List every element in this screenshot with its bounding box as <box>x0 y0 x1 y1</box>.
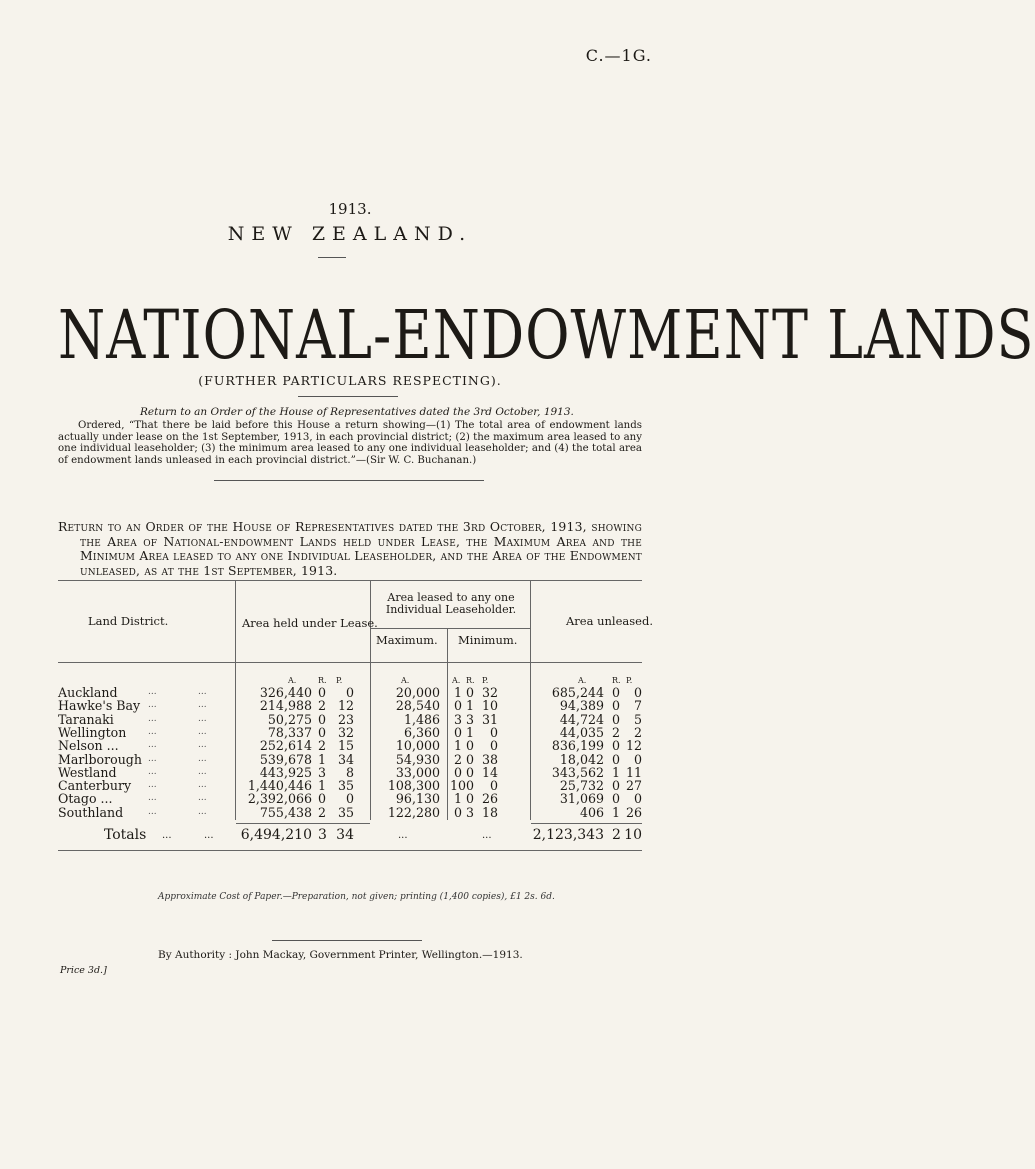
cell-held-r: 3 <box>318 764 327 780</box>
leader-dots: ... <box>148 780 157 791</box>
cell-district: Taranaki <box>58 711 114 727</box>
footer-divider <box>272 940 422 941</box>
cell-min-a: 10 <box>450 778 467 794</box>
cell-district: Nelson ... <box>58 738 119 754</box>
table-top-rule <box>58 580 642 581</box>
unit-min-p: P. <box>482 676 489 685</box>
totals-leader: ... <box>162 830 172 841</box>
subheader-rule <box>370 628 530 629</box>
totals-label: Totals <box>104 827 147 843</box>
cell-held: 50,275 <box>267 711 312 727</box>
short-divider <box>318 257 346 258</box>
cell-min-p: 38 <box>481 751 498 767</box>
totals-un-p: 10 <box>624 827 642 843</box>
cell-held-p: 35 <box>337 804 354 820</box>
cell-held-p: 23 <box>337 711 354 727</box>
totals-held-p: 34 <box>336 827 354 843</box>
totals-leader-2: ... <box>204 830 214 841</box>
divider-1 <box>298 396 398 397</box>
cell-district: Hawke's Bay <box>58 698 141 714</box>
leader-dots: ... <box>148 753 157 764</box>
header-individual: Area leased to any one Individual Leaseholder. <box>385 591 517 616</box>
cell-min-r: 0 <box>466 685 475 700</box>
unit-held-a: A. <box>288 676 297 685</box>
cell-min-r: 3 <box>466 711 475 727</box>
unit-un-p: P. <box>626 676 633 685</box>
cell-un-r: 1 <box>612 764 621 780</box>
cell-held-r: 1 <box>318 778 327 794</box>
cell-district: Westland <box>58 764 117 780</box>
country-heading: NEW ZEALAND. <box>227 223 473 245</box>
cell-max: 33,000 <box>395 764 440 780</box>
cell-min-r: 1 <box>466 724 475 740</box>
cell-un-r: 1 <box>612 804 621 820</box>
cell-district: Otago ... <box>58 791 113 807</box>
cell-min-a: 0 <box>453 698 462 714</box>
totals-min: ... <box>482 830 492 841</box>
cell-min-a: 1 <box>453 738 462 754</box>
cell-un-p: 2 <box>633 724 642 740</box>
cell-un-p: 26 <box>625 804 642 820</box>
cell-held-p: 32 <box>337 724 354 740</box>
cell-held: 443,925 <box>259 764 312 780</box>
cell-held-p: 8 <box>345 764 354 780</box>
table-header-rule <box>58 662 642 663</box>
return-heading: Return to an Order of the House of Representatives dated the 3rd October, 1913, showing the Area of National-endowment Lands held under Lease, the Maximum Area and the Minimum Area leased to any one Individual Leaseholder, and the Area of the Endowment unleased, as at the 1st September, 1913. <box>58 519 642 578</box>
totals-unleased: 2,123,343 <box>532 827 604 843</box>
cell-min-r: 3 <box>466 804 475 820</box>
cell-max: 6,360 <box>403 724 440 740</box>
leader-dots: ... <box>198 740 207 751</box>
leader-dots: ... <box>148 700 157 711</box>
document-title: NATIONAL-ENDOWMENT LANDS <box>58 295 1035 375</box>
leader-dots: ... <box>198 766 207 777</box>
cell-max: 108,300 <box>387 778 440 794</box>
cell-un: 94,389 <box>559 698 604 714</box>
cell-min-p: 0 <box>489 724 498 740</box>
leader-dots: ... <box>198 780 207 791</box>
cell-held-r: 1 <box>318 751 327 767</box>
cell-min-p: 14 <box>481 764 498 780</box>
leader-dots: ... <box>198 726 207 737</box>
cell-district: Marlborough <box>58 751 142 767</box>
cell-district: Southland <box>58 804 124 820</box>
cell-un-r: 0 <box>612 778 621 794</box>
cell-min-r: 1 <box>466 698 475 714</box>
leader-dots: ... <box>148 740 157 751</box>
cell-un-r: 0 <box>612 751 621 767</box>
cell-held: 326,440 <box>259 685 312 700</box>
unit-held-r: R. <box>318 676 327 685</box>
cell-un-r: 0 <box>612 738 621 754</box>
cell-min-a: 1 <box>453 685 462 700</box>
cell-min-p: 0 <box>489 778 498 794</box>
leader-dots: ... <box>198 700 207 711</box>
cell-held-p: 34 <box>337 751 354 767</box>
header-maximum: Maximum. <box>376 633 438 647</box>
cell-min-a: 0 <box>453 804 462 820</box>
cell-min-r: 0 <box>466 778 475 794</box>
cell-held: 2,392,066 <box>247 791 312 807</box>
cell-held: 78,337 <box>267 724 312 740</box>
cell-un-p: 27 <box>625 778 642 794</box>
leader-dots: ... <box>198 713 207 724</box>
cell-un-r: 0 <box>612 791 621 807</box>
cell-un-p: 11 <box>625 764 642 780</box>
cell-held-p: 0 <box>345 685 354 700</box>
cell-max: 28,540 <box>395 698 440 714</box>
col-divider-3 <box>447 628 448 820</box>
cell-min-p: 18 <box>481 804 498 820</box>
cell-un-p: 0 <box>633 685 642 700</box>
cell-district: Canterbury <box>58 778 132 794</box>
cell-min-r: 0 <box>466 791 475 807</box>
col-divider-4 <box>530 580 531 820</box>
cell-min-p: 26 <box>481 791 498 807</box>
leader-dots: ... <box>148 687 157 697</box>
order-paragraph: Ordered, “That there be laid before this House a return showing—(1) The total area of endowment lands actually under lease on the 1st September, 1913, in each provincial district; (2) the maximum area leased to any one individual leaseholder; (3) the minimum area leased to any one individual leaseholder; and (4) the total area of endowment lands unleased in each provincial district.”—(Sir W. C. Buchanan.) <box>58 420 642 467</box>
cell-min-r: 0 <box>466 738 475 754</box>
cell-max: 20,000 <box>395 685 440 700</box>
totals-un-r: 2 <box>612 827 621 843</box>
cell-min-p: 0 <box>489 738 498 754</box>
totals-held: 6,494,210 <box>240 827 312 843</box>
cell-held-r: 0 <box>318 724 327 740</box>
leader-dots: ... <box>148 766 157 777</box>
cell-un-p: 0 <box>633 791 642 807</box>
cell-district: Auckland <box>58 685 118 700</box>
col-divider-1 <box>235 580 236 820</box>
cell-held-r: 2 <box>318 698 327 714</box>
cell-min-r: 0 <box>466 764 475 780</box>
header-land-district: Land District. <box>88 614 169 628</box>
cell-held-p: 15 <box>337 738 354 754</box>
cell-held-r: 0 <box>318 711 327 727</box>
cell-un: 406 <box>579 804 604 820</box>
cell-held: 1,440,446 <box>247 778 312 794</box>
cell-min-p: 31 <box>481 711 498 727</box>
cell-max: 122,280 <box>387 804 440 820</box>
cell-held: 214,988 <box>259 698 312 714</box>
header-minimum: Minimum. <box>458 633 518 647</box>
cell-held: 539,678 <box>259 751 312 767</box>
table-bottom-rule <box>58 850 642 851</box>
cell-held-p: 35 <box>337 778 354 794</box>
cell-held: 755,438 <box>259 804 312 820</box>
divider-2 <box>214 480 484 481</box>
cell-held-r: 2 <box>318 738 327 754</box>
document-subtitle: (FURTHER PARTICULARS RESPECTING). <box>198 373 502 388</box>
cell-held: 252,614 <box>259 738 312 754</box>
price-note: Price 3d.] <box>60 965 107 976</box>
cell-min-p: 10 <box>481 698 498 714</box>
cell-un: 836,199 <box>551 738 604 754</box>
leader-dots: ... <box>148 726 157 737</box>
totals-held-r: 3 <box>318 827 327 843</box>
cell-held-r: 0 <box>318 791 327 807</box>
cell-un-p: 0 <box>633 751 642 767</box>
cost-note: Approximate Cost of Paper.—Preparation, not given; printing (1,400 copies), £1 2s. 6d. <box>158 892 555 902</box>
cell-held-p: 12 <box>337 698 354 714</box>
authority-line: By Authority : John Mackay, Government Printer, Wellington.—1913. <box>158 949 523 961</box>
cell-max: 54,930 <box>395 751 440 767</box>
cell-held-p: 0 <box>345 791 354 807</box>
cell-un-p: 5 <box>633 711 642 727</box>
cell-un: 25,732 <box>559 778 604 794</box>
cell-min-a: 3 <box>453 711 462 727</box>
cell-un: 685,244 <box>551 685 604 700</box>
cell-un: 31,069 <box>559 791 604 807</box>
return-order-line: Return to an Order of the House of Representatives dated the 3rd October, 1913. <box>140 406 574 418</box>
cell-district: Wellington <box>58 724 127 740</box>
cell-min-r: 0 <box>466 751 475 767</box>
cell-min-a: 2 <box>453 751 462 767</box>
cell-un: 44,035 <box>559 724 604 740</box>
cell-un: 18,042 <box>559 751 604 767</box>
unit-min-r: R. <box>466 676 475 685</box>
cell-un-r: 0 <box>612 711 621 727</box>
cell-un-p: 12 <box>625 738 642 754</box>
cell-held-r: 0 <box>318 685 327 700</box>
totals-max: ... <box>398 830 408 841</box>
cell-un-r: 2 <box>612 724 621 740</box>
cell-held-r: 2 <box>318 804 327 820</box>
cell-min-a: 0 <box>453 764 462 780</box>
unit-un-r: R. <box>612 676 621 685</box>
leader-dots: ... <box>198 806 207 817</box>
unit-max-a: A. <box>401 676 410 685</box>
document-year: 1913. <box>328 200 372 218</box>
cell-max: 10,000 <box>395 738 440 754</box>
unit-min-a: A. <box>452 676 461 685</box>
leader-dots: ... <box>148 806 157 817</box>
cell-min-a: 1 <box>453 791 462 807</box>
unit-held-p: P. <box>336 676 343 685</box>
cell-min-p: 32 <box>481 685 498 700</box>
header-area-unleased: Area unleased. <box>566 614 653 628</box>
leader-dots: ... <box>148 713 157 724</box>
header-area-held: Area held under Lease. <box>242 616 378 630</box>
totals-rule-held <box>236 823 370 824</box>
cell-max: 96,130 <box>395 791 440 807</box>
totals-rule-unleased <box>531 823 642 824</box>
leader-dots: ... <box>198 687 207 697</box>
leader-dots: ... <box>198 793 207 804</box>
cell-un-p: 7 <box>633 698 642 714</box>
leader-dots: ... <box>148 793 157 804</box>
cell-un-r: 0 <box>612 698 621 714</box>
leader-dots: ... <box>198 753 207 764</box>
page-reference: C.—1G. <box>585 46 652 65</box>
cell-un-r: 0 <box>612 685 621 700</box>
cell-un: 44,724 <box>559 711 604 727</box>
cell-un: 343,562 <box>551 764 604 780</box>
unit-un-a: A. <box>578 676 587 685</box>
cell-min-a: 0 <box>453 724 462 740</box>
cell-max: 1,486 <box>403 711 440 727</box>
